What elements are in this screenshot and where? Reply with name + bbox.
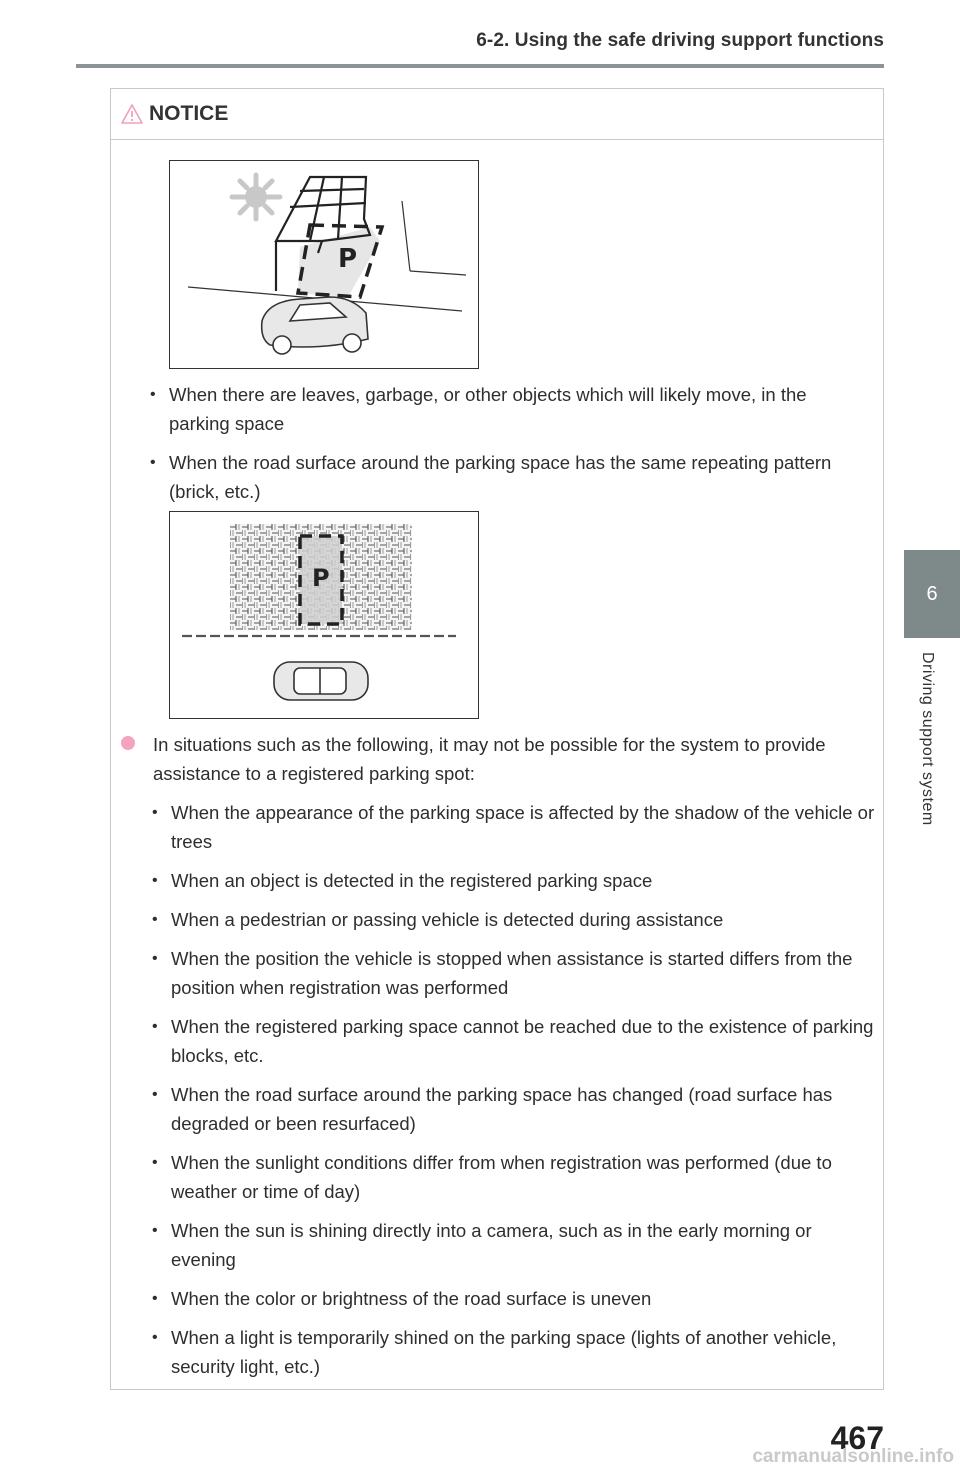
notice-title: NOTICE <box>149 102 229 125</box>
list-item: • When the sun is shining directly into a camera, such as in the early morning or evening <box>147 1216 875 1274</box>
list-item: • When the position the vehicle is stopped when assistance is started differs from the position when registration was performed <box>147 944 875 1002</box>
bullet-dot-icon <box>121 736 135 750</box>
parking-shadow-illustration <box>169 160 479 369</box>
point-item <box>121 730 875 788</box>
list-item: • When there are leaves, garbage, or other objects which will likely move, in the parking space <box>145 380 865 438</box>
chapter-label: Driving support system <box>919 652 936 826</box>
parking-p-label: P <box>312 564 330 592</box>
point-text: In situations such as the following, it may not be possible for the system to provide assistance to a registered parking spot: <box>153 734 826 784</box>
list-item: • When the road surface around the parking space has changed (road surface has degraded or been resurfaced) <box>147 1080 875 1138</box>
bullet-list-b <box>121 730 875 1391</box>
chapter-number: 6 <box>926 582 938 605</box>
list-item: • When an object is detected in the registered parking space <box>147 866 875 895</box>
notice-box <box>110 88 884 1390</box>
notice-header <box>111 89 883 140</box>
page-number: 467 <box>830 1420 884 1456</box>
chapter-tab[interactable] <box>904 550 960 638</box>
parking-p-label: P <box>338 244 358 274</box>
bullet-list-a <box>145 380 865 516</box>
brick-pattern-illustration <box>169 511 479 719</box>
list-item: • When the sunlight conditions differ from when registration was performed (due to weather or time of day) <box>147 1148 875 1206</box>
section-title: 6-2. Using the safe driving support functions <box>476 30 884 51</box>
list-item: • When the color or brightness of the road surface is uneven <box>147 1284 875 1313</box>
car-icon <box>262 297 368 354</box>
watermark: carmanualsonline.info <box>752 1446 954 1467</box>
sub-list <box>121 798 875 1381</box>
list-item: • When a pedestrian or passing vehicle is detected during assistance <box>147 905 875 934</box>
car-icon <box>274 662 368 700</box>
warning-triangle-icon <box>121 104 143 124</box>
list-item: • When the registered parking space cannot be reached due to the existence of parking blocks, etc. <box>147 1012 875 1070</box>
header-divider <box>76 64 884 68</box>
list-item: • When the road surface around the parking space has the same repeating pattern (brick, etc.) <box>145 448 865 506</box>
list-item: • When a light is temporarily shined on the parking space (lights of another vehicle, security light, etc.) <box>147 1323 875 1381</box>
list-item: • When the appearance of the parking space is affected by the shadow of the vehicle or trees <box>147 798 875 856</box>
